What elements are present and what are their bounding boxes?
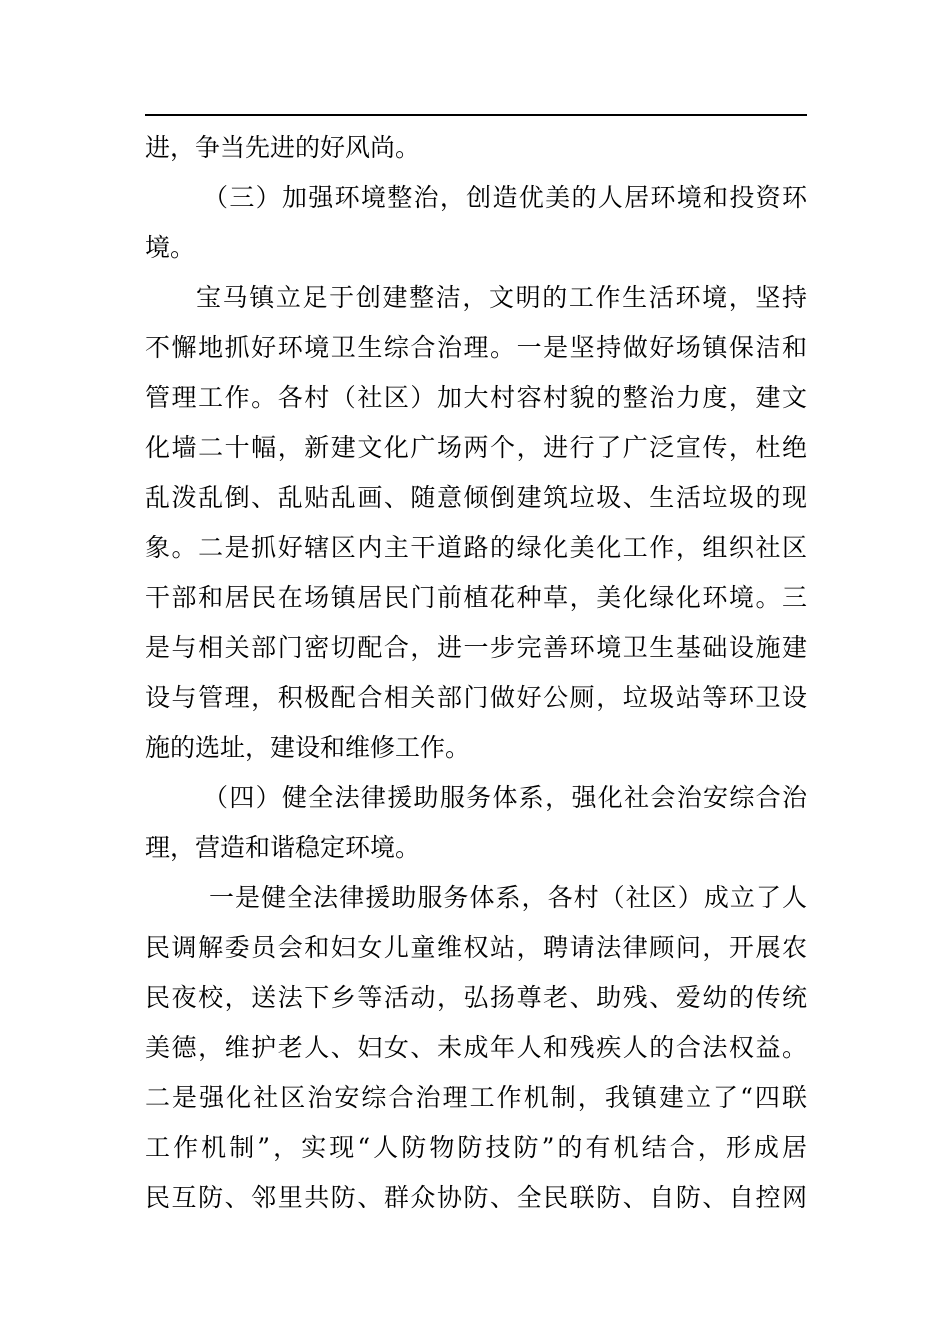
section-heading-4-cont: 理，营造和谐稳定环境。 bbox=[145, 833, 421, 862]
text-line-12: 设与管理，积极配合相关部门做好公厕，垃圾站等环卫设 bbox=[145, 683, 807, 712]
section-heading-3-cont: 境。 bbox=[145, 233, 196, 262]
section-heading-4: （四）健全法律援助服务体系，强化社会治安综合治 bbox=[203, 783, 807, 812]
text-line-22: 民互防、邻里共防、群众协防、全民联防、自防、自控网 bbox=[145, 1183, 807, 1212]
text-line-18: 民夜校，送法下乡等活动，弘扬尊老、助残、爱幼的传统 bbox=[145, 983, 807, 1012]
text-line-16: 一是健全法律援助服务体系，各村（社区）成立了人 bbox=[209, 883, 807, 912]
text-line-1: 进，争当先进的好风尚。 bbox=[145, 133, 421, 162]
text-line-6: 管理工作。各村（社区）加大村容村貌的整治力度，建文 bbox=[145, 383, 807, 412]
text-line-17: 民调解委员会和妇女儿童维权站，聘请法律顾问，开展农 bbox=[145, 933, 807, 962]
text-line-7: 化墙二十幅，新建文化广场两个，进行了广泛宣传，杜绝 bbox=[145, 433, 807, 462]
text-line-10: 干部和居民在场镇居民门前植花种草，美化绿化环境。三 bbox=[145, 583, 807, 612]
text-line-19: 美德，维护老人、妇女、未成年人和残疾人的合法权益。 bbox=[145, 1033, 807, 1062]
header-rule bbox=[145, 114, 807, 116]
text-line-21: 工作机制”，实现“人防物防技防”的有机结合，形成居 bbox=[145, 1133, 807, 1162]
text-line-9: 象。二是抓好辖区内主干道路的绿化美化工作，组织社区 bbox=[145, 533, 807, 562]
text-line-5: 不懈地抓好环境卫生综合治理。一是坚持做好场镇保洁和 bbox=[145, 333, 807, 362]
text-line-4: 宝马镇立足于创建整洁，文明的工作生活环境，坚持 bbox=[196, 283, 807, 312]
text-line-8: 乱泼乱倒、乱贴乱画、随意倾倒建筑垃圾、生活垃圾的现 bbox=[145, 483, 807, 512]
text-line-11: 是与相关部门密切配合，进一步完善环境卫生基础设施建 bbox=[145, 633, 807, 662]
text-line-13: 施的选址，建设和维修工作。 bbox=[145, 733, 471, 762]
section-heading-3: （三）加强环境整治，创造优美的人居环境和投资环 bbox=[203, 183, 807, 212]
text-line-20: 二是强化社区治安综合治理工作机制，我镇建立了“四联 bbox=[145, 1083, 807, 1112]
